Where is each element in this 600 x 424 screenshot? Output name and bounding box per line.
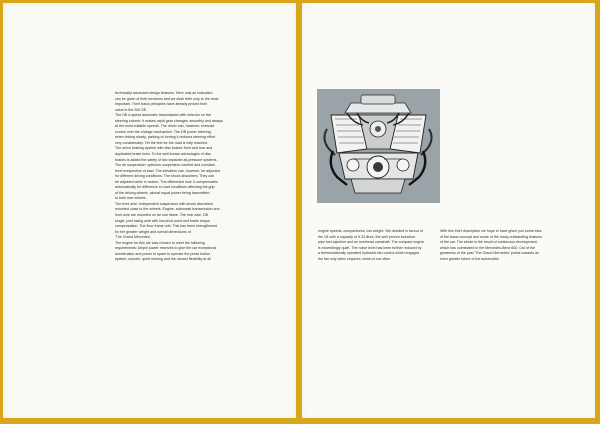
right-text-2-line: greatness of the past 'The Grand Mercedes' points towards an	[440, 251, 540, 256]
right-text-2-line: of the car. The whole is the result of continuous development,	[440, 240, 538, 245]
left-text-line: compensation. The floor frame unit: This has been strengthened	[115, 224, 217, 229]
right-text-1-line: the V8 with a capacity of 6.33 litres, the well proven induction	[318, 234, 416, 239]
v8-engine-illustration	[317, 89, 440, 203]
left-text-line: The front axle: Independent suspension with shock absorbers	[115, 201, 213, 206]
right-text-1-line: the fan only when required, which is not often.	[318, 256, 392, 261]
left-text-line: for different driving conditions. The shock absorbers: They can	[115, 174, 215, 179]
right-page	[302, 3, 595, 418]
right-text-2-line: of the basic concept and some of the many outstanding features	[440, 234, 543, 239]
engine-photo	[317, 89, 440, 203]
left-text-line: important. Their basic principles have already proved their	[115, 102, 208, 107]
left-text-line: brakes is added the safety of two separate all-pressure systems.	[115, 157, 218, 162]
left-text-line: control over the change mechanism. The DB power steering:	[115, 129, 212, 134]
right-text-column-2	[440, 229, 558, 262]
left-text-line: value in the 300 SE.	[115, 107, 148, 112]
left-text-line: front axle are mounted on an sub frame. The rear axle: DB	[115, 213, 209, 218]
left-text-line: The air suspension: optimum suspension comfort and constant	[115, 163, 215, 168]
left-text-line: at the most suitable speeds. The driver can, however, exercise	[115, 124, 215, 129]
left-text-line: steering column: it makes rapid gear changes, smoothly and always	[115, 118, 223, 123]
right-text-1-line: is exceedingly quiet. The noise level has been further reduced by	[318, 245, 422, 250]
left-text-line: The engine for this car was chosen to meet the following	[115, 240, 205, 245]
right-text-1-line: a thermostatically operated hydraulic fan control which engages	[318, 251, 420, 256]
left-text-line: The servo braking system with disc brakes front and rear and	[115, 146, 213, 151]
left-text-line: single, joint swing axle with low pivot point and brake torque	[115, 218, 211, 223]
left-text-line: to both rear wheels.	[115, 196, 147, 201]
left-text-line: automatically for difference in road conditions affecting the grip	[115, 185, 215, 190]
left-text-line: requirements: Ample power reserves to give the car exceptional	[115, 246, 217, 251]
left-text-line: when driving slowly, parking or turning it reduces steering effort	[115, 135, 216, 140]
left-text-line: of the driving wheels, almost equal power being transmitted	[115, 190, 210, 195]
right-text-2-line: With this brief description we hope to have given you some idea	[440, 229, 542, 233]
right-text-2-line: even greater future of the automobile.	[440, 256, 500, 261]
left-text-line: for the greater weight and overall dimensions of	[115, 229, 191, 234]
left-text-line: duplicated brake lines. To the well known advantages of disc	[115, 152, 212, 157]
left-text-line: be adjusted while in motion. The differential lock: It compensates	[115, 179, 218, 184]
left-text-line: mounted close to the wheels. Engine, automatic transmission and	[115, 207, 220, 212]
left-text-line: 'The Grand Mercedes'.	[115, 235, 152, 240]
left-page	[3, 3, 296, 418]
right-text-1-line: pipe fuel-injection and an overhead camshaft. The compact engine	[318, 240, 425, 245]
left-text-line: technically advanced design features. Here only an indication	[115, 91, 213, 95]
right-text-1-line: engine speeds, compactness, low weight. We decided in favour of	[318, 229, 424, 233]
left-text-line: level irrespective of load. The elevation can, however, be adjusted	[115, 168, 220, 173]
right-text-column-1	[318, 229, 436, 262]
right-text-2-line: which has culminated in the Mercedes-Benz 600. Out of the	[440, 245, 536, 250]
left-text-line: system, smooth, quiet running and the utmost flexibility at all	[115, 257, 211, 262]
left-text-line: The DB 4-speed automatic transmission with selector on the	[115, 113, 211, 118]
left-text-column	[115, 91, 243, 263]
left-text-line: acceleration and power to spare to operate the press button	[115, 251, 211, 256]
left-text-line: very considerably. Yet the feel for the road is fully retained.	[115, 140, 208, 145]
left-text-line: can be given of their functions and we shall refer only to the most	[115, 96, 219, 101]
